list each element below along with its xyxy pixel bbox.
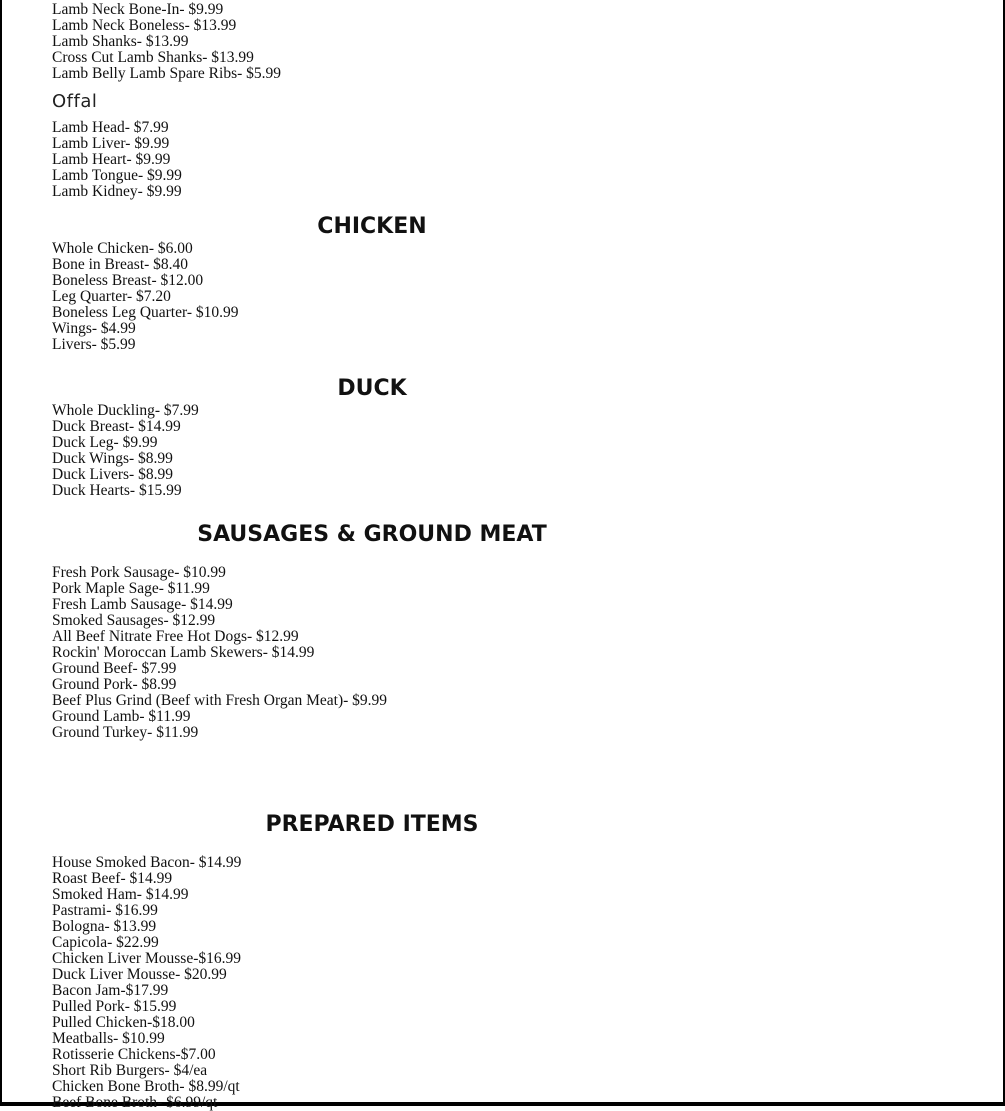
chicken-heading: CHICKEN xyxy=(317,214,427,239)
list-item: Lamb Heart- $9.99 xyxy=(52,151,171,168)
chicken-list xyxy=(52,241,239,353)
list-item: Fresh Lamb Sausage- $14.99 xyxy=(52,596,233,613)
list-item: Boneless Breast- $12.00 xyxy=(52,272,204,289)
list-item: Ground Lamb- $11.99 xyxy=(52,708,191,725)
list-item: Bacon Jam-$17.99 xyxy=(52,982,169,999)
list-item: Lamb Shanks- $13.99 xyxy=(52,33,189,50)
list-item: Pulled Pork- $15.99 xyxy=(52,998,177,1015)
list-item: Ground Pork- $8.99 xyxy=(52,676,177,693)
list-item: Ground Beef- $7.99 xyxy=(52,660,177,677)
list-item: Boneless Leg Quarter- $10.99 xyxy=(52,304,239,321)
sausages-heading: SAUSAGES & GROUND MEAT xyxy=(197,522,547,547)
list-item: Short Rib Burgers- $4/ea xyxy=(52,1062,208,1079)
list-item: Capicola- $22.99 xyxy=(52,934,159,951)
list-item: Lamb Liver- $9.99 xyxy=(52,135,170,152)
list-item: Duck Livers- $8.99 xyxy=(52,466,173,483)
list-item: Smoked Ham- $14.99 xyxy=(52,886,189,903)
list-item: Rotisserie Chickens-$7.00 xyxy=(52,1046,216,1063)
list-item: Meatballs- $10.99 xyxy=(52,1030,165,1047)
list-item: Duck Wings- $8.99 xyxy=(52,450,173,467)
list-item: Bone in Breast- $8.40 xyxy=(52,256,189,273)
list-item: Duck Liver Mousse- $20.99 xyxy=(52,966,227,983)
list-item: Duck Hearts- $15.99 xyxy=(52,482,182,499)
prepared-heading: PREPARED ITEMS xyxy=(265,812,479,837)
duck-heading: DUCK xyxy=(337,376,407,401)
list-item: Lamb Neck Boneless- $13.99 xyxy=(52,17,237,34)
list-item: Beef Plus Grind (Beef with Fresh Organ Meat)- $9.99 xyxy=(52,692,388,709)
list-item: Smoked Sausages- $12.99 xyxy=(52,612,216,629)
list-item: Fresh Pork Sausage- $10.99 xyxy=(52,564,226,581)
list-item: Lamb Kidney- $9.99 xyxy=(52,183,182,200)
list-item: Pastrami- $16.99 xyxy=(52,902,158,919)
list-item: Whole Duckling- $7.99 xyxy=(52,402,199,419)
list-item: Whole Chicken- $6.00 xyxy=(52,240,193,257)
list-item: Roast Beef- $14.99 xyxy=(52,870,173,887)
list-item: Lamb Neck Bone-In- $9.99 xyxy=(52,1,224,18)
duck-list xyxy=(52,403,199,499)
list-item: All Beef Nitrate Free Hot Dogs- $12.99 xyxy=(52,628,299,645)
list-item: Bologna- $13.99 xyxy=(52,918,157,935)
list-item: Lamb Head- $7.99 xyxy=(52,119,169,136)
list-item: Cross Cut Lamb Shanks- $13.99 xyxy=(52,49,254,66)
list-item: Ground Turkey- $11.99 xyxy=(52,724,199,741)
sausages-list xyxy=(52,565,387,741)
list-item: Pulled Chicken-$18.00 xyxy=(52,1014,195,1031)
list-item: Lamb Tongue- $9.99 xyxy=(52,167,182,184)
list-item: Pork Maple Sage- $11.99 xyxy=(52,580,210,597)
list-item: Duck Leg- $9.99 xyxy=(52,434,158,451)
offal-list xyxy=(52,120,182,200)
prepared-list xyxy=(52,855,241,1111)
list-item: Duck Breast- $14.99 xyxy=(52,418,181,435)
list-item: House Smoked Bacon- $14.99 xyxy=(52,854,242,871)
list-item: Chicken Bone Broth- $8.99/qt xyxy=(52,1078,240,1095)
list-item: Beef Bone Broth- $6.99/qt xyxy=(52,1094,218,1111)
list-item: Wings- $4.99 xyxy=(52,320,136,337)
list-item: Leg Quarter- $7.20 xyxy=(52,288,171,305)
list-item: Livers- $5.99 xyxy=(52,336,136,353)
list-item: Lamb Belly Lamb Spare Ribs- $5.99 xyxy=(52,65,282,82)
list-item: Chicken Liver Mousse-$16.99 xyxy=(52,950,241,967)
offal-heading: Offal xyxy=(52,91,98,112)
lamb-list xyxy=(52,2,281,82)
list-item: Rockin' Moroccan Lamb Skewers- $14.99 xyxy=(52,644,315,661)
